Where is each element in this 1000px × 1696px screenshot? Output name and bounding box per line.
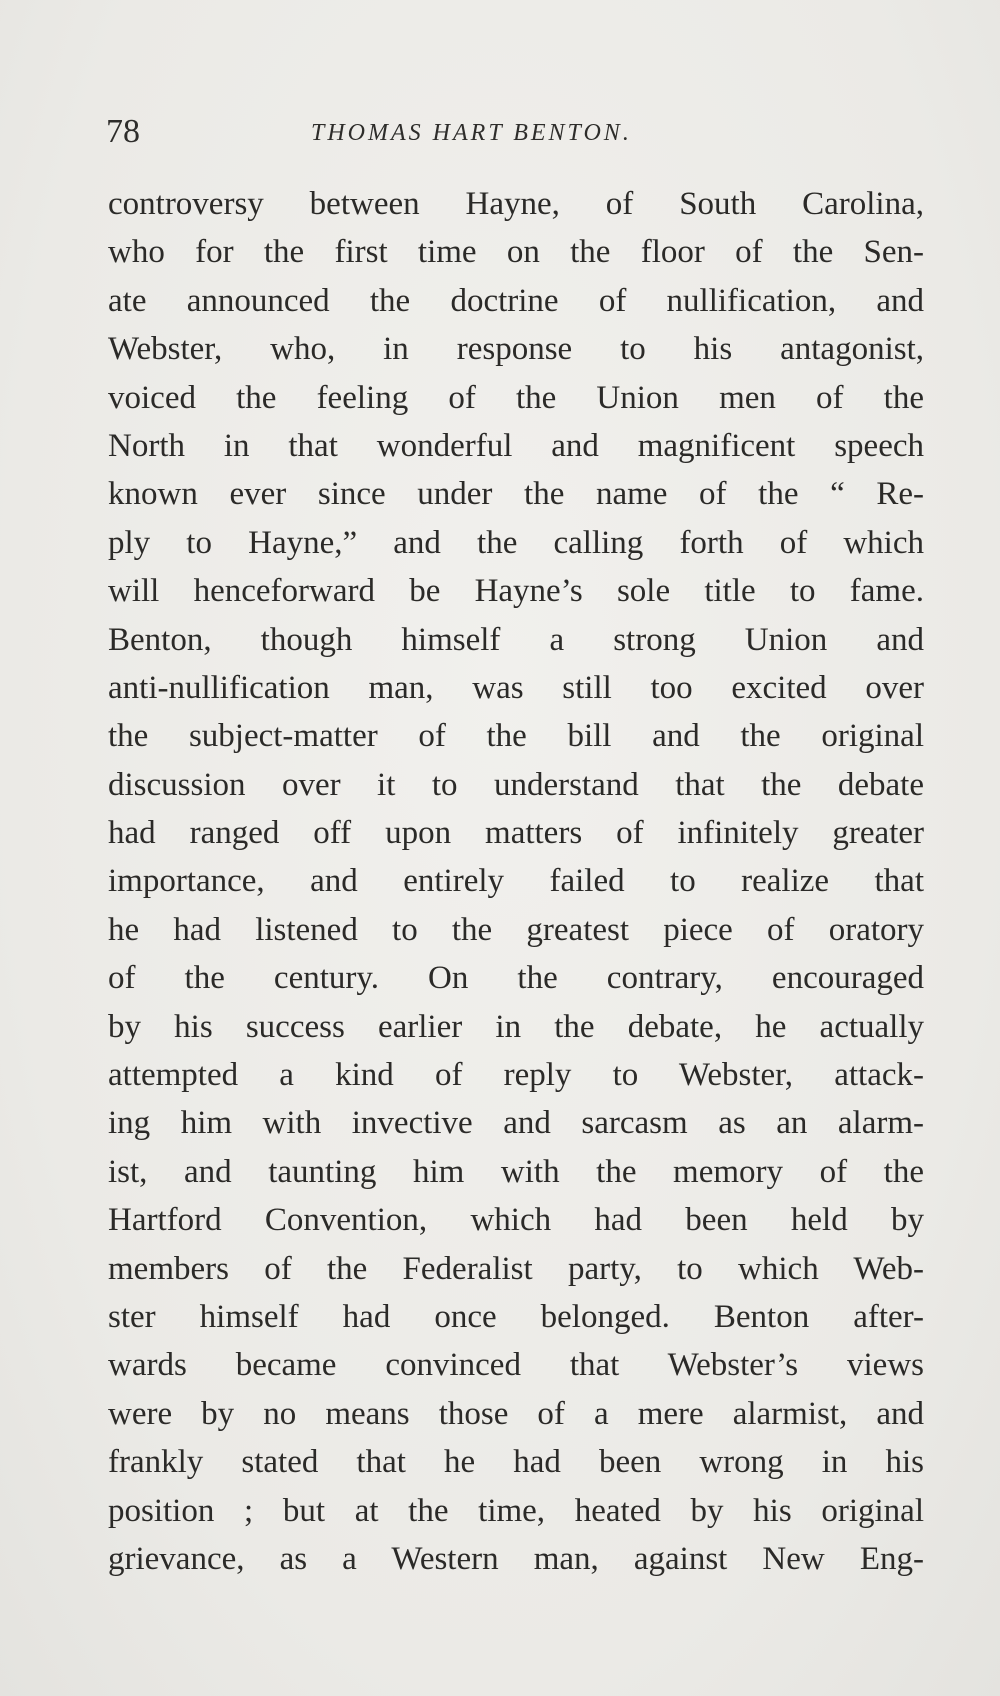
text-line: Benton, though himself a strong Union and (108, 621, 924, 658)
text-line: by his success earlier in the debate, he actually (108, 1008, 924, 1045)
text-line: anti-nullification man, was still too excited over (108, 669, 924, 706)
text-line: grievance, as a Western man, against New Eng- (108, 1540, 924, 1577)
text-line: Hartford Convention, which had been held by (108, 1202, 924, 1239)
text-line: ing him with invective and sarcasm as an alarm- (108, 1105, 924, 1142)
text-line: he had listened to the greatest piece of oratory (108, 911, 924, 948)
text-line: of the century. On the contrary, encouraged (108, 960, 924, 997)
text-line: position ; but at the time, heated by his original (108, 1492, 924, 1529)
text-line: were by no means those of a mere alarmist, and (108, 1395, 924, 1432)
running-head: THOMAS HART BENTON. (311, 120, 632, 146)
text-line: had ranged off upon matters of infinitely greater (108, 815, 924, 852)
text-line: who for the first time on the floor of the Sen- (108, 234, 924, 271)
text-line: voiced the feeling of the Union men of the (108, 379, 924, 416)
text-line: the subject-matter of the bill and the original (108, 718, 924, 755)
text-line: members of the Federalist party, to which Web- (108, 1250, 924, 1287)
text-line: ster himself had once belonged. Benton after- (108, 1298, 924, 1335)
text-line: known ever since under the name of the “ Re- (108, 476, 924, 513)
page-number: 78 (106, 113, 140, 150)
page-header (106, 112, 922, 152)
text-line: importance, and entirely failed to realize that (108, 863, 924, 900)
text-line: controversy between Hayne, of South Carolina, (108, 186, 924, 222)
text-line: North in that wonderful and magnificent speech (108, 427, 924, 464)
body-text (108, 180, 924, 1583)
text-line: discussion over it to understand that the debate (108, 766, 924, 803)
text-line: ist, and taunting him with the memory of the (108, 1153, 924, 1190)
text-line: wards became convinced that Webster’s views (108, 1347, 924, 1384)
text-line: Webster, who, in response to his antagonist, (108, 331, 924, 368)
text-line: ply to Hayne,” and the calling forth of which (108, 524, 924, 561)
text-line: attempted a kind of reply to Webster, attack- (108, 1057, 924, 1094)
text-line: will henceforward be Hayne’s sole title to fame. (108, 573, 924, 610)
text-line: frankly stated that he had been wrong in his (108, 1444, 924, 1481)
text-line: ate announced the doctrine of nullification, and (108, 282, 924, 319)
